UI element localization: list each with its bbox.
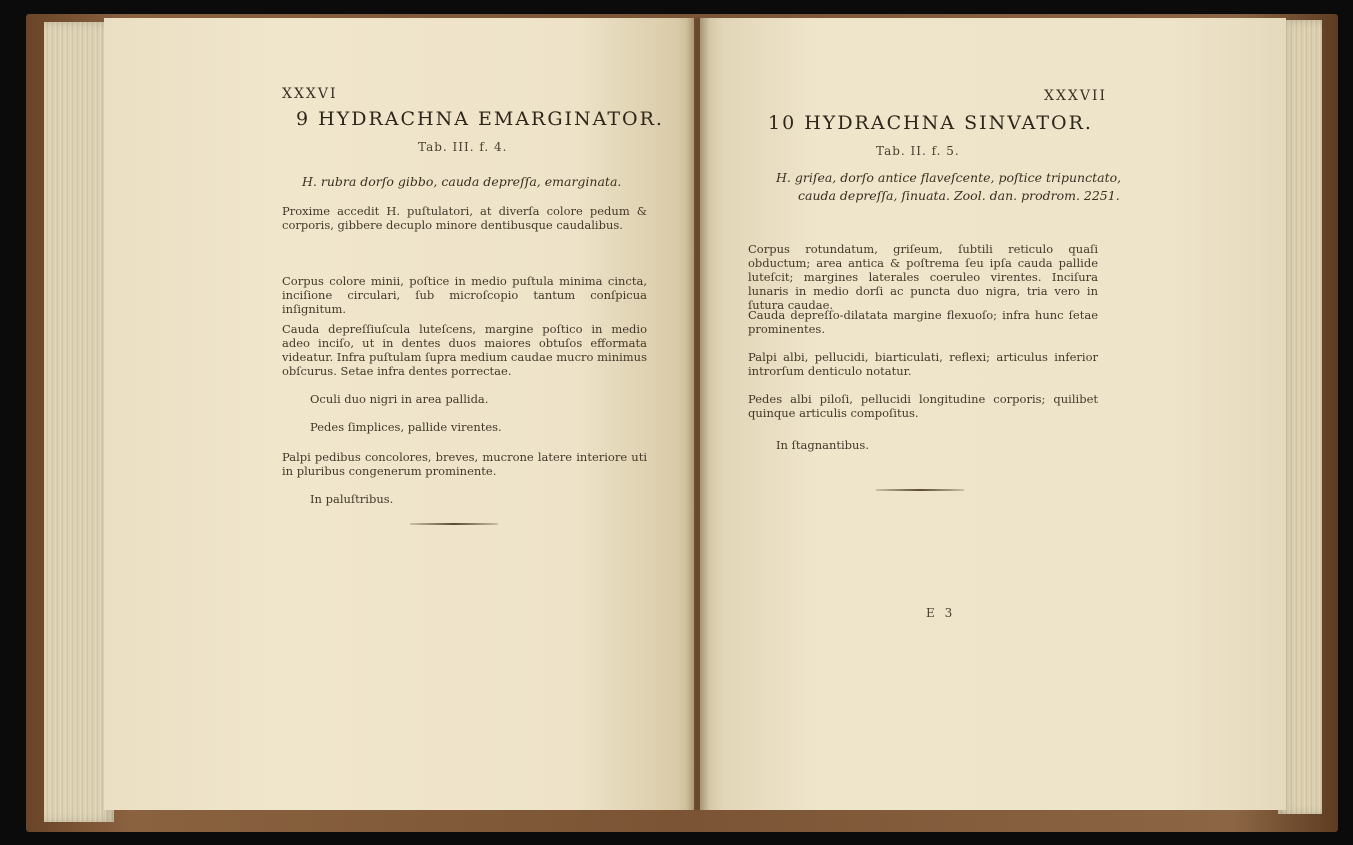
right-end-rule	[876, 489, 964, 491]
left-paragraph-4: Oculi duo nigri in area pallida.	[310, 392, 489, 406]
right-paragraph-4: Pedes albi piloſi, pellucidi longitudine corporis; quilibet quinque articulis compoſitus.	[748, 392, 1098, 420]
right-page	[700, 18, 1286, 810]
right-paragraph-5: In ſtagnantibus.	[776, 438, 869, 452]
right-page-number: XXXVII	[1044, 88, 1108, 104]
left-paragraph-1: Proxime accedit H. puſtulatori, at diverſa colore pedum & corporis, gibbere decuplo minore dentibusque caudalibus.	[282, 204, 647, 232]
left-paragraph-3: Cauda depreſſiuſcula luteſcens, margine poſtico in medio adeo inciſo, ut in dentes duos maiores obtuſos efformata videatur. Infra puſtulam ſupra medium caudae mucro minimus obſcurus. Setae infra dentes porrectae.	[282, 322, 647, 378]
right-page-title: 10 HYDRACHNA SINVATOR.	[768, 112, 1093, 134]
left-page-title: 9 HYDRACHNA EMARGINATOR.	[296, 108, 664, 130]
left-end-rule	[410, 523, 498, 525]
right-paragraph-2: Cauda depreſſo-dilatata margine flexuoſo; infra hunc ſetae prominentes.	[748, 308, 1098, 336]
right-paragraph-1: Corpus rotundatum, griſeum, ſubtili reticulo quaſi obductum; area antica & poſtrema ſeu ipſa cauda pallide luteſcit; margines laterales coeruleo virentes. Inciſura lunaris in medio dorſi ac puncta duo nigra, tria vero in ſutura caudae.	[748, 242, 1098, 312]
left-paragraph-2: Corpus colore minii, poſtice in medio puſtula minima cincta, inciſione circulari, ſub microſcopio tantum conſpicua inſignitum.	[282, 274, 647, 316]
left-paragraph-7: In paluſtribus.	[310, 492, 394, 506]
left-page-number: XXXVI	[282, 86, 338, 102]
right-tab-reference: Tab. II. f. 5.	[876, 144, 960, 158]
left-diagnosis: H. rubra dorſo gibbo, cauda depreſſa, emarginata.	[302, 174, 622, 189]
right-diagnosis-line-1: H. griſea, dorſo antice flaveſcente, poſtice tripunctato,	[776, 170, 1122, 185]
right-paragraph-3: Palpi albi, pellucidi, biarticulati, reflexi; articulus inferior introrſum denticulo notatur.	[748, 350, 1098, 378]
signature-mark: E 3	[926, 606, 956, 620]
left-tab-reference: Tab. III. f. 4.	[418, 140, 508, 154]
left-paragraph-6: Palpi pedibus concolores, breves, mucrone latere interiore uti in pluribus congenerum prominente.	[282, 450, 647, 478]
book-gutter	[686, 18, 710, 810]
left-paragraph-5: Pedes ſimplices, pallide virentes.	[310, 420, 502, 434]
left-page	[104, 18, 694, 810]
right-diagnosis-line-2: cauda depreſſa, ſinuata. Zool. dan. prodrom. 2251.	[798, 188, 1120, 203]
